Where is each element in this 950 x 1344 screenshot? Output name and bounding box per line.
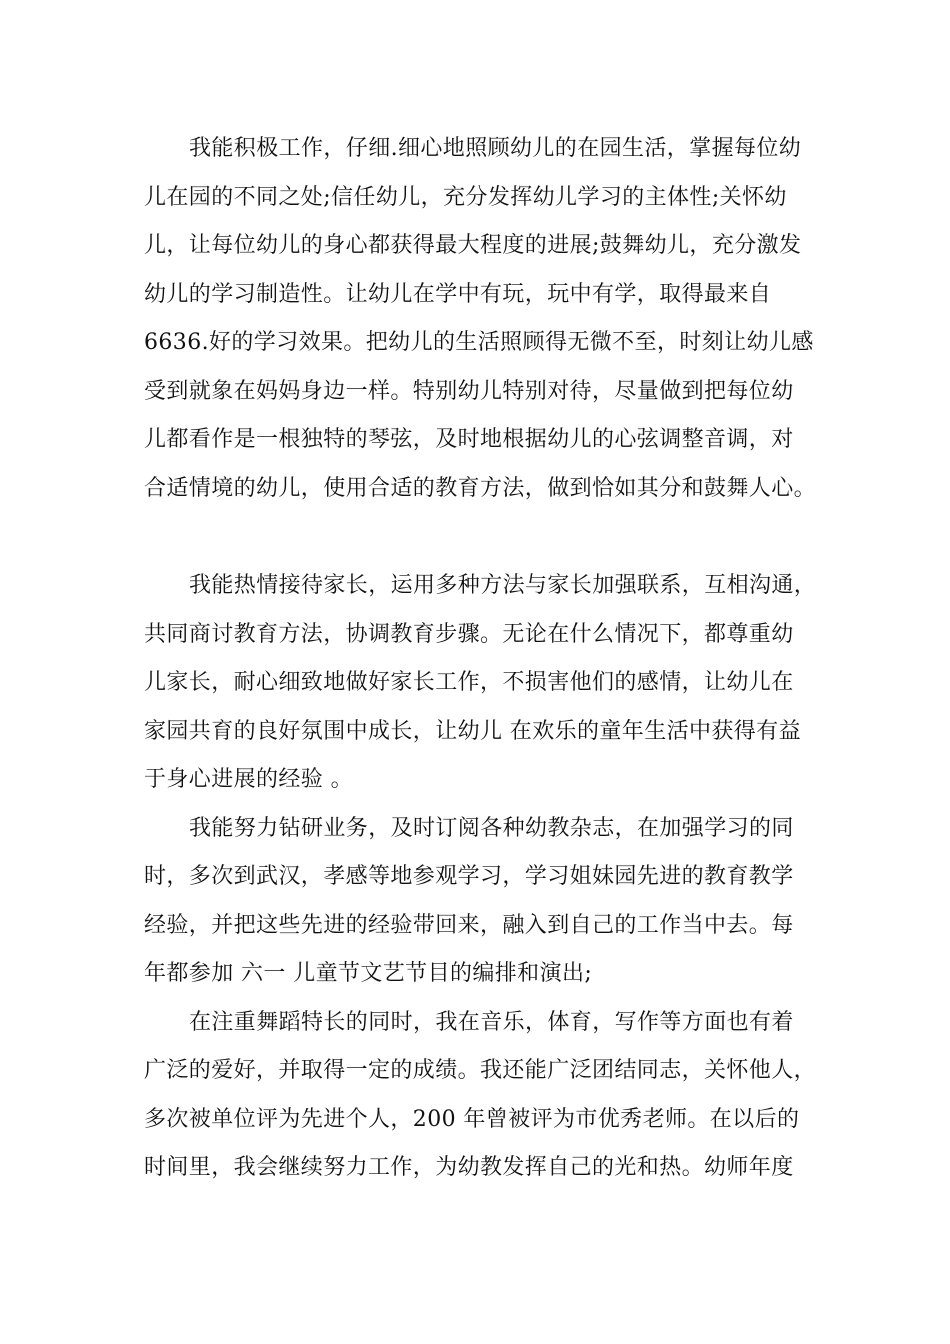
paragraph-3 xyxy=(144,805,824,999)
paragraph-2 xyxy=(144,562,824,805)
text-line: 时，多次到武汉，孝感等地参观学习，学习姐妹园先进的教育教学 xyxy=(144,864,794,889)
paragraph-spacer xyxy=(144,513,824,562)
text-line: 时间里，我会继续努力工作，为幼教发挥自己的光和热。幼师年度 xyxy=(144,1155,794,1180)
text-line: 儿，让每位幼儿的身心都获得最大程度的进展;鼓舞幼儿，充分激发 xyxy=(144,233,802,258)
text-line: 广泛的爱好，并取得一定的成绩。我还能广泛团结同志，关怀他人， xyxy=(144,1058,817,1083)
text-line: 家园共育的良好氛围中成长，让幼儿 在欢乐的童年生活中获得有益 xyxy=(144,718,801,744)
text-line: 受到就象在妈妈身边一样。特别幼儿特别对待，尽量做到把每位幼 xyxy=(144,378,794,404)
document-body xyxy=(144,125,824,1193)
text-line: 儿在园的不同之处;信任幼儿，充分发挥幼儿学习的主体性;关怀幼 xyxy=(144,184,787,210)
text-line: 我能努力钻研业务，及时订阅各种幼教杂志，在加强学习的同 xyxy=(189,815,794,841)
text-line: 儿都看作是一根独特的琴弦，及时地根据幼儿的心弦调整音调，对 xyxy=(144,427,794,452)
text-line: 共同商讨教育方法，协调教育步骤。无论在什么情况下，都尊重幼 xyxy=(144,621,794,647)
text-line: 我能热情接待家长，运用多种方法与家长加强联系，互相沟通， xyxy=(189,573,817,598)
text-line: 年都参加 六一 儿童节文艺节目的编排和演出; xyxy=(144,961,593,986)
text-line: 6636.好的学习效果。把幼儿的生活照顾得无微不至，时刻让幼儿感 xyxy=(144,330,814,355)
text-line: 合适情境的幼儿，使用合适的教育方法，做到恰如其分和鼓舞人心。 xyxy=(144,475,817,501)
paragraph-1 xyxy=(144,125,824,513)
text-line: 我能积极工作，仔细.细心地照顾幼儿的在园生活，掌握每位幼 xyxy=(189,136,802,161)
paragraph-4 xyxy=(144,999,824,1193)
text-line: 儿家长，耐心细致地做好家长工作，不损害他们的感情，让幼儿在 xyxy=(144,670,794,695)
text-line: 幼儿的学习制造性。让幼儿在学中有玩，玩中有学，取得最来自 xyxy=(144,281,772,307)
text-line: 于身心进展的经验 。 xyxy=(144,767,353,792)
text-line: 经验，并把这些先进的经验带回来，融入到自己的工作当中去。每 xyxy=(144,912,794,938)
text-line: 在注重舞蹈特长的同时，我在音乐，体育，写作等方面也有着 xyxy=(189,1009,794,1035)
text-line: 多次被单位评为先进个人，200 年曾被评为市优秀老师。在以后的 xyxy=(144,1106,800,1132)
